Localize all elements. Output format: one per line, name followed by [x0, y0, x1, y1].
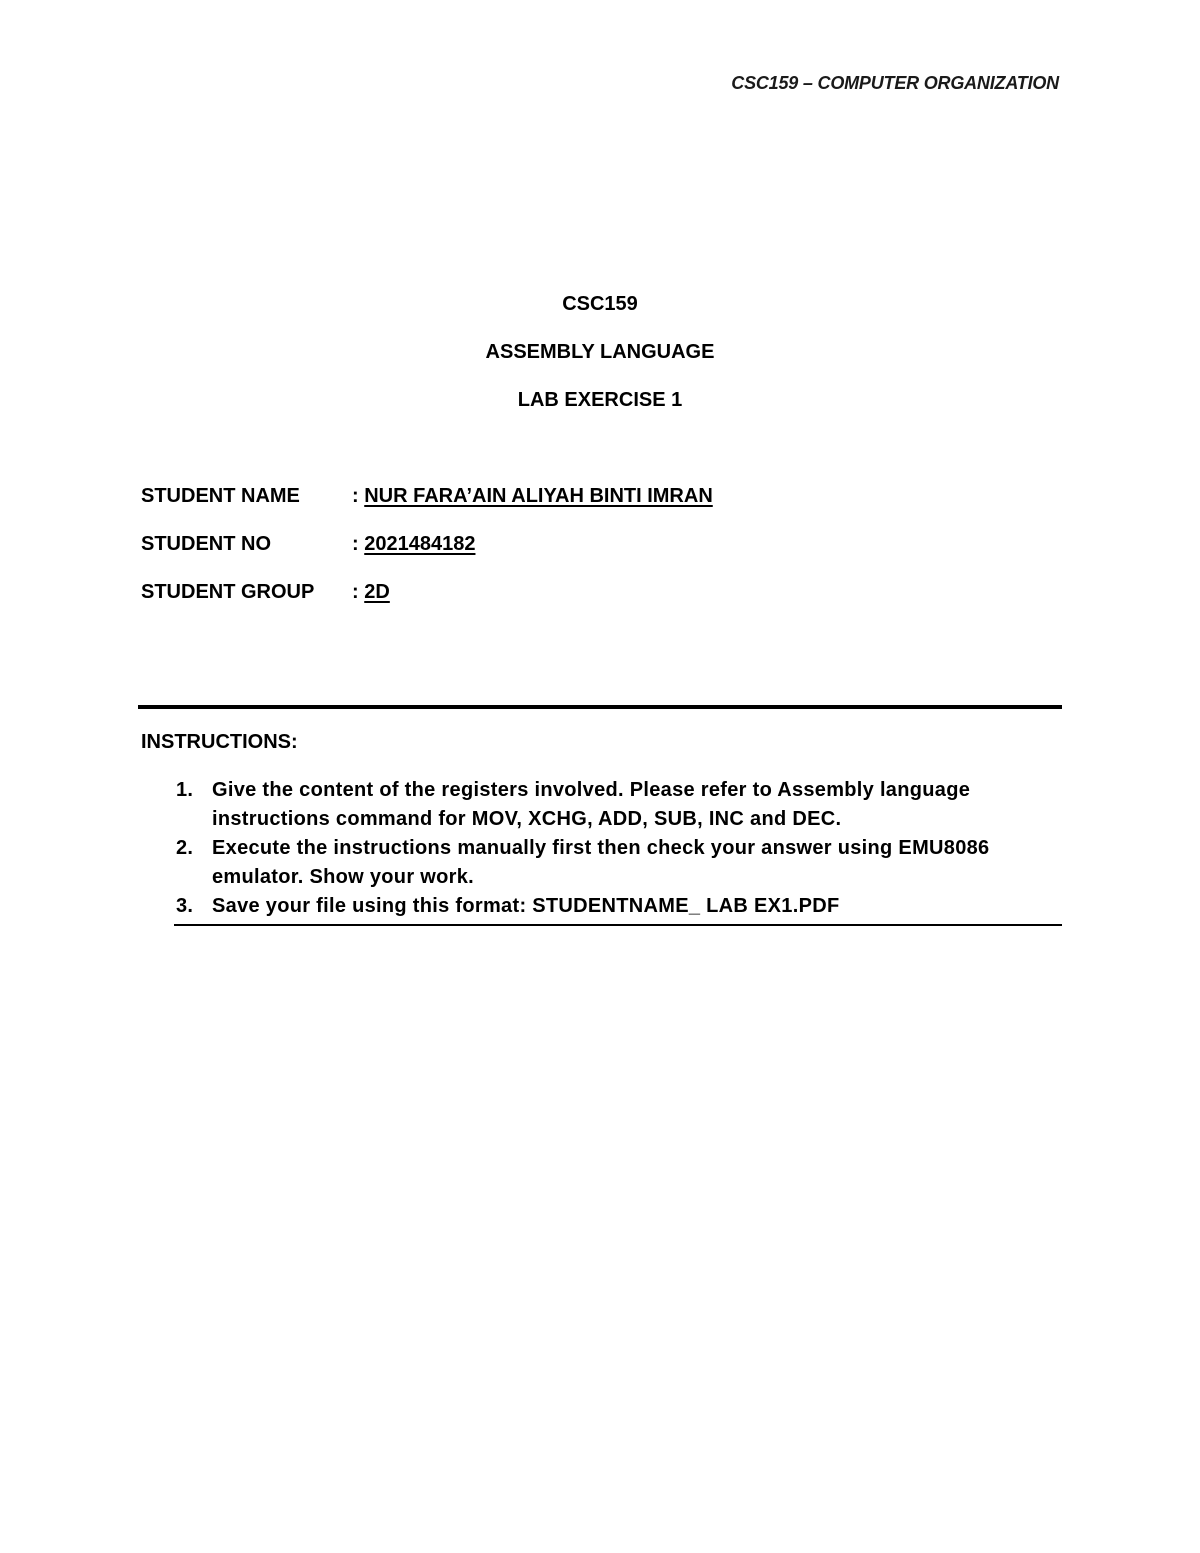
student-no-label: STUDENT NO — [141, 533, 271, 555]
separator: : — [352, 581, 359, 603]
course-code-title: CSC159 — [562, 293, 638, 315]
list-item-text: Give the content of the registers involved. Please refer to Assembly language instructions command for MOV, XCHG, ADD, SUB, INC and DEC. — [212, 779, 971, 830]
instructions-list — [174, 776, 1062, 926]
student-group-row — [141, 581, 390, 604]
list-item-number: 2. — [176, 837, 194, 859]
student-no-row — [141, 533, 475, 556]
student-no-value: 2021484182 — [364, 533, 476, 555]
list-item-text: Save your file using this format: STUDENTNAME_ LAB EX1.PDF — [212, 895, 840, 917]
list-item — [174, 834, 1062, 892]
student-group-value: 2D — [364, 581, 390, 603]
student-name-label: STUDENT NAME — [141, 485, 300, 507]
student-name-row — [141, 485, 713, 508]
student-name-value: NUR FARA’AIN ALIYAH BINTI IMRAN — [364, 485, 713, 507]
separator: : — [352, 533, 359, 555]
section-divider — [138, 705, 1062, 709]
student-group-label: STUDENT GROUP — [141, 581, 315, 603]
running-header: CSC159 – COMPUTER ORGANIZATION — [731, 73, 1059, 93]
instructions-heading: INSTRUCTIONS: — [141, 731, 298, 753]
list-item-number: 1. — [176, 779, 194, 801]
list-item-number: 3. — [176, 895, 194, 917]
separator: : — [352, 485, 359, 507]
list-item — [174, 776, 1062, 834]
list-item-text: Execute the instructions manually first then check your answer using EMU8086 emulator. Show your work. — [212, 837, 990, 888]
subject-title: ASSEMBLY LANGUAGE — [485, 341, 715, 363]
list-item — [174, 892, 1062, 921]
exercise-title: LAB EXERCISE 1 — [517, 389, 683, 411]
